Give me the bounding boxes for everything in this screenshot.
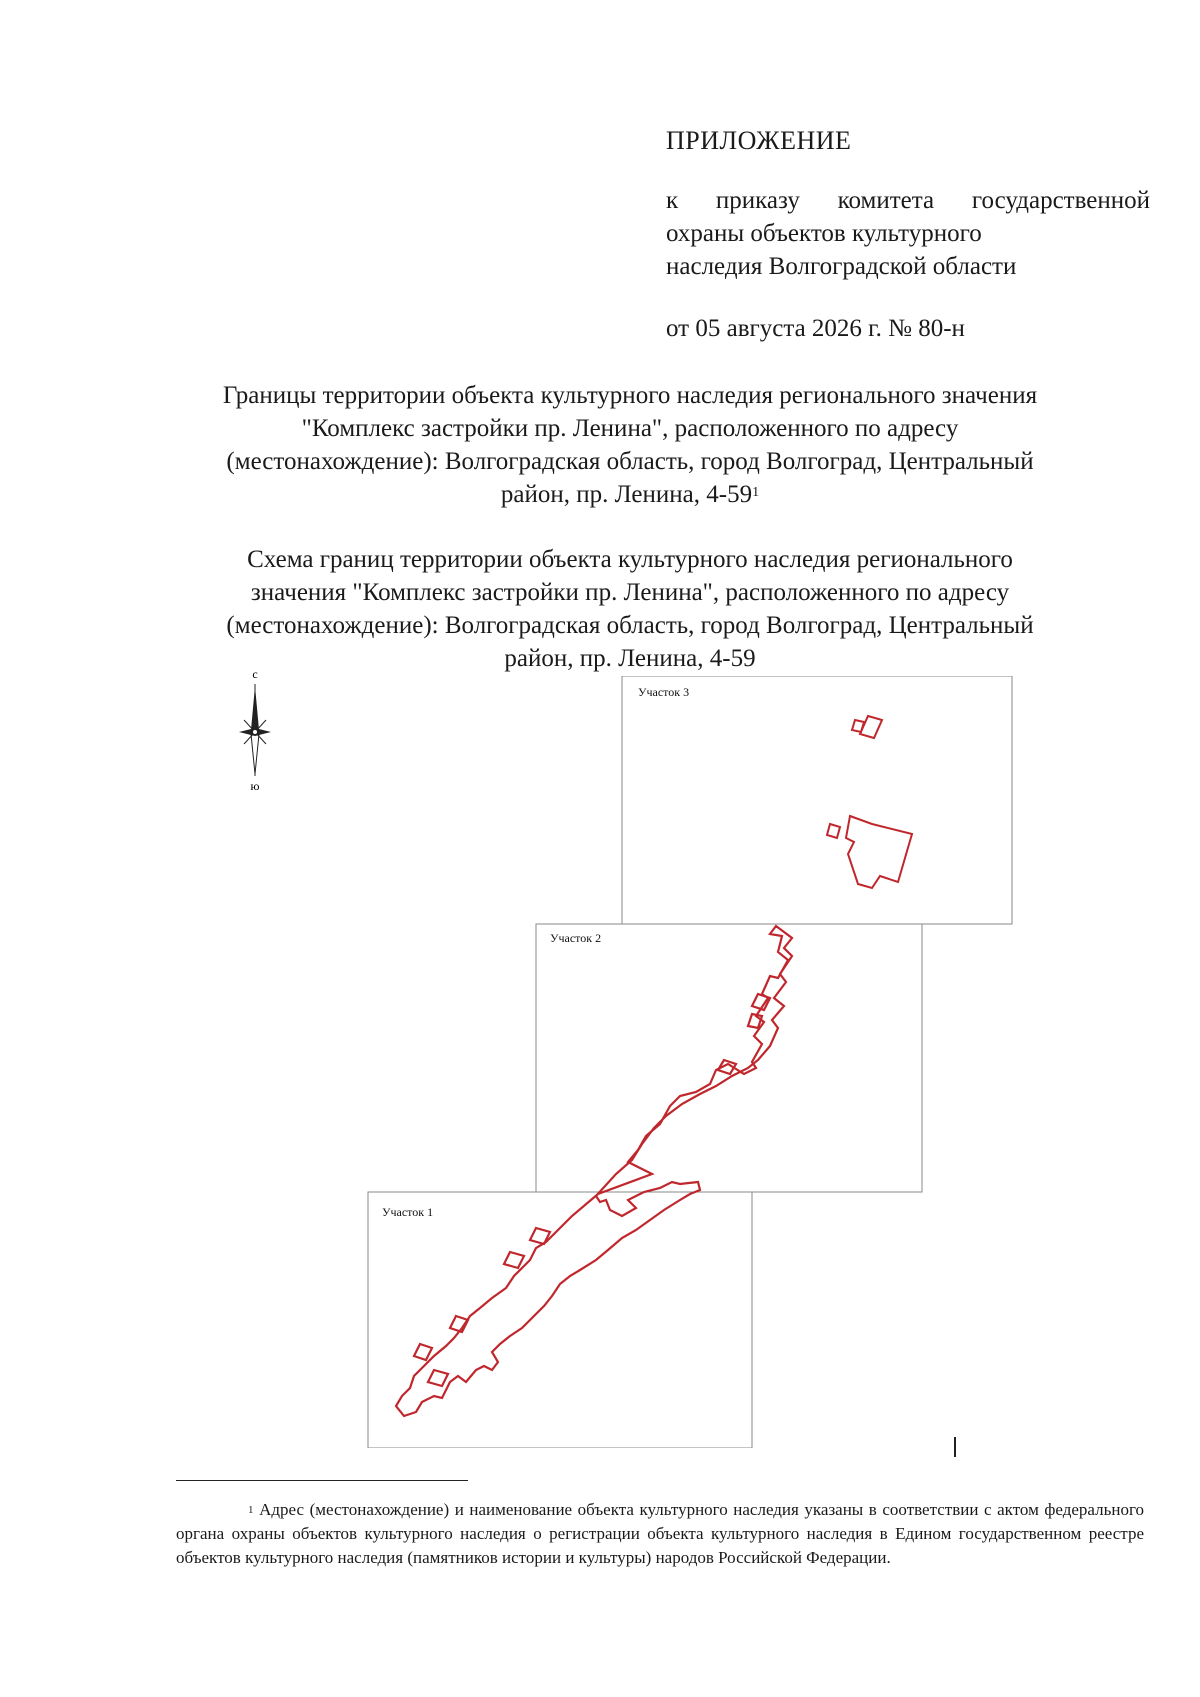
- heading-line: (местонахождение): Волгоградская область, город Волгоград, Центральный: [226, 448, 1034, 475]
- footnote-ref[interactable]: 1: [752, 485, 760, 500]
- appendix-date: от 05 августа 2026 г. № 80-н: [666, 315, 965, 342]
- compass-south-label: ю: [250, 779, 260, 793]
- footnote: [176, 1498, 1144, 1570]
- section-2-frame: [536, 924, 922, 1192]
- footnote-separator: [176, 1480, 468, 1481]
- heading-line: "Комплекс застройки пр. Ленина", расположенного по адресу: [301, 415, 959, 442]
- heading-line: район, пр. Ленина, 4-59: [504, 645, 756, 672]
- appendix-title: ПРИЛОЖЕНИЕ: [666, 126, 852, 155]
- heading-line: Схема границ территории объекта культурного наследия регионального: [247, 546, 1013, 573]
- appendix-order-reference: [666, 184, 1150, 283]
- footnote-mark: 1: [248, 1504, 254, 1516]
- section-1-label: Участок 1: [382, 1205, 434, 1219]
- appendix-order-line: охраны объектов культурного: [666, 220, 982, 247]
- compass-north-label: с: [252, 668, 258, 681]
- section-1-frame: [368, 1192, 752, 1448]
- boundary-scheme-map: [360, 676, 1150, 1448]
- boundaries-heading: [150, 379, 1110, 511]
- compass-rose-icon: [235, 668, 275, 794]
- text-cursor: [954, 1437, 956, 1457]
- heading-line: Границы территории объекта культурного наследия регионального значения: [222, 382, 1038, 409]
- appendix-order-line: к приказу комитета государственной: [666, 187, 1150, 214]
- scheme-heading: [150, 543, 1110, 675]
- heading-line-text: район, пр. Ленина, 4-59: [500, 481, 753, 508]
- section-3-label: Участок 3: [638, 685, 690, 699]
- heading-line: [150, 478, 1110, 511]
- section-2-label: Участок 2: [550, 931, 602, 945]
- footnote-text: Адрес (местонахождение) и наименование объекта культурного наследия указаны в соответствии с актом федерального органа охраны объектов культурного наследия о регистрации объекта культурного наследия в Едином государственном реестре объектов культурного наследия (памятников истории и культуры) народов Российской Федерации.: [176, 1500, 1145, 1567]
- heading-line: (местонахождение): Волгоградская область, город Волгоград, Центральный: [226, 612, 1034, 639]
- heading-line: значения "Комплекс застройки пр. Ленина", расположенного по адресу: [250, 579, 1010, 606]
- section-3-frame: [622, 676, 1012, 924]
- appendix-order-line: наследия Волгоградской области: [666, 253, 1017, 280]
